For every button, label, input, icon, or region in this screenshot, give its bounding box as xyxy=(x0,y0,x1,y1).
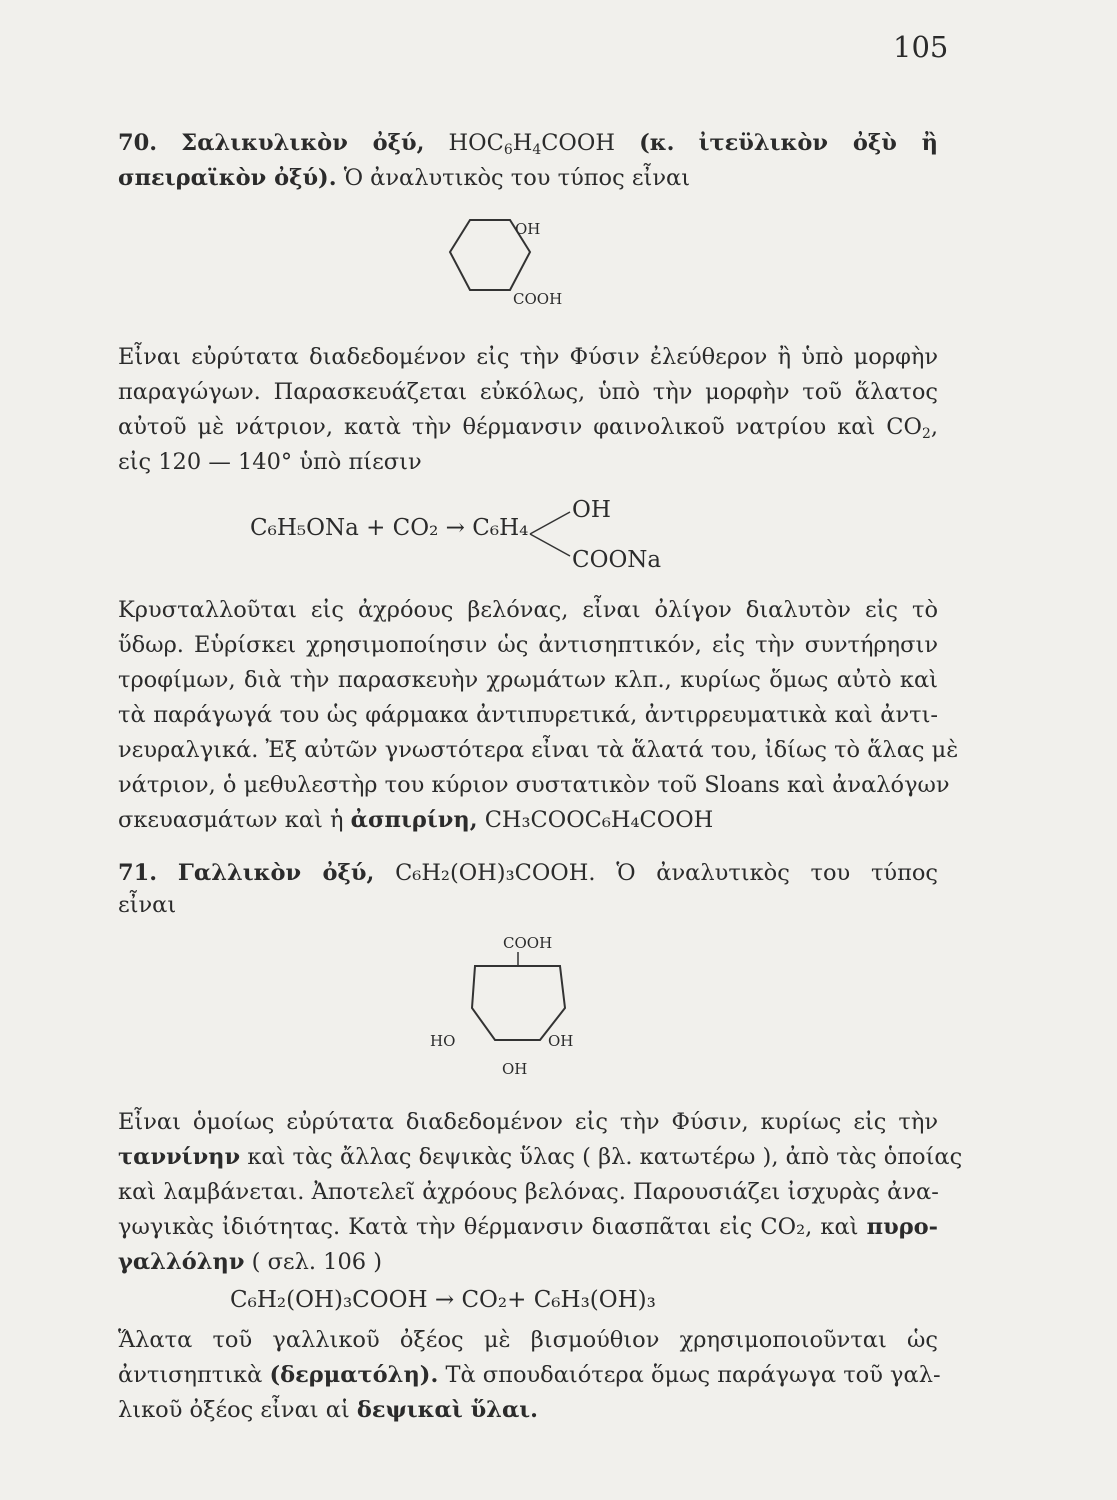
svg-text:COONa: COONa xyxy=(572,547,662,573)
section-title: Γαλλικὸν ὀξύ, xyxy=(177,860,375,886)
formula: C₆H₂(OH)₃COOH. xyxy=(395,860,596,886)
page-number: 105 xyxy=(893,30,949,64)
text-line: σπειραϊκὸν ὀξύ). Ὁ ἀναλυτικὸς του τύπος εἶναι xyxy=(118,165,691,191)
text-line: τὰ παράγωγά του ὡς φάρμακα ἀντιπυρετικά, ἀντιρρευματικὰ καὶ ἀντι- xyxy=(118,702,938,728)
text-line: παραγώγων. Παρασκευάζεται εὐκόλως, ὑπὸ τὴν μορφὴν τοῦ ἅλατος xyxy=(118,379,938,405)
pyrogallol-term: γαλλόλην xyxy=(118,1249,245,1275)
tanning-term: δεψικαὶ ὕλαι. xyxy=(356,1397,538,1423)
svg-text:COOH: COOH xyxy=(503,934,553,952)
text-line: τροφίμων, διὰ τὴν παρασκευὴν χρωμάτων κλπ., κυρίως ὅμως αὐτὸ καὶ xyxy=(118,667,938,693)
svg-text:HO: HO xyxy=(430,1032,456,1050)
text-line: σκευασμάτων καὶ ἡ ἀσπιρίνη, CH₃COOC₆H₄COOH xyxy=(118,807,714,833)
text-line: νάτριον, ὁ μεθυλεστὴρ του κύριον συστατικὸν τοῦ Sloans καὶ ἀναλόγων xyxy=(118,772,950,798)
svg-text:OH: OH xyxy=(502,1060,528,1078)
svg-text:OH: OH xyxy=(572,497,611,523)
section-number: 71. xyxy=(118,860,158,886)
text-line: καὶ λαμβάνεται. Ἀποτελεῖ ἀχρόους βελόνας. Παρουσιάζει ἰσχυρὰς ἀνα- xyxy=(118,1179,939,1205)
text-line: εἶναι xyxy=(118,892,177,918)
text-line: ἀντισηπτικὰ (δερματόλη). Τὰ σπουδαιότερα ὅμως παράγωγα τοῦ γαλ- xyxy=(118,1362,941,1388)
dermatol-term: (δερματόλη). xyxy=(269,1362,439,1388)
text-line: αὐτοῦ μὲ νάτριον, κατὰ τὴν θέρμανσιν φαινολικοῦ νατρίου καὶ $CO_2$, xyxy=(118,414,938,442)
text-line: γαλλόλην ( σελ. 106 ) xyxy=(118,1249,383,1275)
alt-name: ἰτεϋλικὸν ὀξὺ ἢ xyxy=(698,130,938,156)
svg-text:OH: OH xyxy=(548,1032,574,1050)
section-70-heading: 70. Σαλικυλικὸν ὀξύ, $HOC_6H_4COOH$ (κ. ἰτεϋλικὸν ὀξὺ ἢ xyxy=(118,130,938,158)
salicylic-acid-structure xyxy=(420,212,590,332)
formula: $HOC_6H_4COOH$ xyxy=(448,130,615,158)
struct-oh-label: OH xyxy=(515,220,541,238)
equation-branch xyxy=(528,490,678,580)
text-line: Ἅλατα τοῦ γαλλικοῦ ὀξέος μὲ βισμούθιον χρησιμοποιοῦνται ὡς xyxy=(118,1327,938,1353)
aspirin-term: ἀσπιρίνη, xyxy=(350,807,478,833)
struct-cooh-label: COOH xyxy=(513,290,563,308)
gallic-acid-structure xyxy=(420,928,610,1078)
tannin-term: ταννίνην xyxy=(118,1144,241,1170)
text-line: Κρυσταλλοῦται εἰς ἀχρόους βελόνας, εἶναι ὀλίγον διαλυτὸν εἰς τὸ xyxy=(118,597,938,623)
section-71-heading: 71. Γαλλικὸν ὀξύ, C₆H₂(OH)₃COOH. Ὁ ἀναλυτικὸς του τύπος xyxy=(118,860,939,886)
reaction-equation: C₆H₅ONa + CO₂ → C₆H₄ xyxy=(250,515,529,541)
section-title: Σαλικυλικὸν ὀξύ, xyxy=(181,130,425,156)
text-line: γωγικὰς ἰδιότητας. Κατὰ τὴν θέρμανσιν διασπᾶται εἰς CO₂, καὶ πυρο- xyxy=(118,1214,938,1240)
text-line: ταννίνην καὶ τὰς ἄλλας δεψικὰς ὕλας ( βλ. κατωτέρω ), ἀπὸ τὰς ὁποίας xyxy=(118,1144,963,1170)
text-line: λικοῦ ὀξέος εἶναι αἱ δεψικαὶ ὕλαι. xyxy=(118,1397,538,1423)
section-number: 70. xyxy=(118,130,158,156)
reaction-equation: C₆H₂(OH)₃COOH → CO₂+ C₆H₃(OH)₃ xyxy=(230,1287,656,1313)
text-line: ὕδωρ. Εὑρίσκει χρησιμοποίησιν ὡς ἀντισηπτικόν, εἰς τὴν συντήρησιν xyxy=(118,632,938,658)
text-line: Εἶναι ὁμοίως εὐρύτατα διαδεδομένον εἰς τὴν Φύσιν, κυρίως εἰς τὴν xyxy=(118,1109,938,1135)
text-line: εἰς 120 — 140° ὑπὸ πίεσιν xyxy=(118,449,422,475)
text-line: νευραλγικά. Ἐξ αὐτῶν γνωστότερα εἶναι τὰ ἅλατά του, ἰδίως τὸ ἅλας μὲ xyxy=(118,737,959,763)
text-line: Εἶναι εὐρύτατα διαδεδομένον εἰς τὴν Φύσιν ἐλεύθερον ἢ ὑπὸ μορφὴν xyxy=(118,344,938,370)
